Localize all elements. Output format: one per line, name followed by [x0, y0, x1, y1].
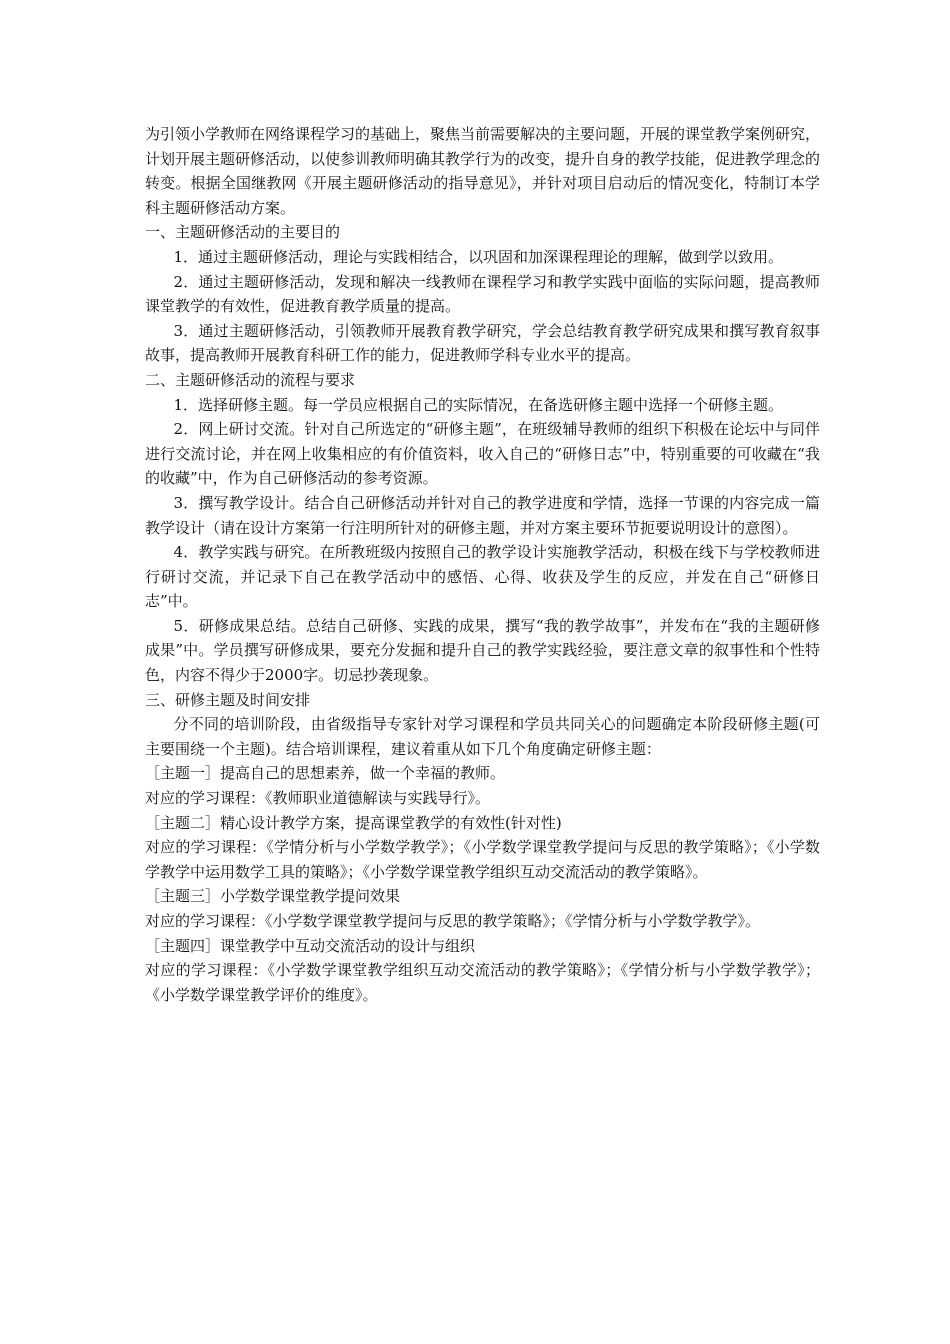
topic-2-courses: 对应的学习课程：《学情分析与小学数学教学》；《小学数学课堂教学提问与反思的教学策略》；《小学数学教学中运用数学工具的策略》；《小学数学课堂教学组织互动交流活动的教学策略》。 — [145, 838, 820, 881]
section-2-item-1: 1．选择研修主题。每一学员应根据自己的实际情况，在备选研修主题中选择一个研修主题。 — [173, 395, 784, 414]
topic-3-title: ［主题三］小学数学课堂教学提问效果 — [145, 887, 401, 906]
topic-2-title: ［主题二］精心设计教学方案，提高课堂教学的有效性(针对性) — [145, 813, 562, 832]
topic-4-courses: 对应的学习课程：《小学数学课堂教学组织互动交流活动的教学策略》；《学情分析与小学数学教学》；《小学数学课堂教学评价的维度》。 — [145, 961, 820, 1004]
topic-4-title: ［主题四］课堂教学中互动交流活动的设计与组织 — [145, 936, 476, 955]
section-2-item-2: 2．网上研讨交流。针对自己所选定的“研修主题”，在班级辅导教师的组织下积极在论坛中与同伴进行交流讨论，并在网上收集相应的有价值资料，收入自己的“研修日志”中，特别重要的可收藏在“我的收藏”中，作为自己研修活动的参考资源。 — [145, 420, 820, 488]
section-1-item-1: 1．通过主题研修活动，理论与实践相结合，以巩固和加深课程理论的理解，做到学以致用。 — [173, 247, 784, 266]
document-body — [145, 122, 820, 1007]
section-2-item-5: 5．研修成果总结。总结自己研修、实践的成果，撰写“我的教学故事”，并发布在“我的主题研修成果”中。学员撰写研修成果，要充分发掘和提升自己的教学实践经验，要注意文章的叙事性和个性特色，内容不得少于2000字。切忌抄袭现象。 — [145, 616, 820, 685]
section-3-intro: 分不同的培训阶段，由省级指导专家针对学习课程和学员共同关心的问题确定本阶段研修主题(可主要围绕一个主题)。结合培训课程，建议着重从如下几个角度确定研修主题： — [145, 715, 820, 758]
topic-1-courses: 对应的学习课程：《教师职业道德解读与实践导行》。 — [145, 789, 491, 808]
topic-1-title: ［主题一］提高自己的思想素养，做一个幸福的教师。 — [145, 764, 506, 783]
section-1-item-2: 2．通过主题研修活动，发现和解决一线教师在课程学习和教学实践中面临的实际问题，提高教师课堂教学的有效性，促进教育教学质量的提高。 — [145, 272, 820, 316]
section-2-item-3: 3．撰写教学设计。结合自己研修活动并针对自己的教学进度和学情，选择一节课的内容完成一篇教学设计（请在设计方案第一行注明所针对的研修主题，并对方案主要环节扼要说明设计的意图）。 — [145, 493, 820, 537]
section-1-heading: 一、主题研修活动的主要目的 — [145, 223, 341, 242]
topic-3-courses: 对应的学习课程：《小学数学课堂教学提问与反思的教学策略》；《学情分析与小学数学教学》。 — [145, 912, 761, 930]
section-2-heading: 二、主题研修活动的流程与要求 — [145, 370, 356, 389]
section-2-item-4: 4．教学实践与研究。在所教班级内按照自己的教学设计实施教学活动，积极在线下与学校教师进行研讨交流，并记录下自己在教学活动中的感悟、心得、收获及学生的反应，并发在自己“研修日志”中。 — [145, 543, 820, 611]
section-3-heading: 三、研修主题及时间安排 — [145, 690, 311, 709]
intro-paragraph: 为引领小学教师在网络课程学习的基础上，聚焦当前需要解决的主要问题，开展的课堂教学案例研究，计划开展主题研修活动，以使参训教师明确其教学行为的改变，提升自身的教学技能，促进教学理念的转变。根据全国继教网《开展主题研修活动的指导意见》，并针对项目启动后的情况变化，特制订本学科主题研修活动方案。 — [145, 125, 821, 217]
section-1-item-3: 3．通过主题研修活动，引领教师开展教育教学研究，学会总结教育教学研究成果和撰写教育叙事故事，提高教师开展教育科研工作的能力，促进教师学科专业水平的提高。 — [145, 321, 820, 365]
